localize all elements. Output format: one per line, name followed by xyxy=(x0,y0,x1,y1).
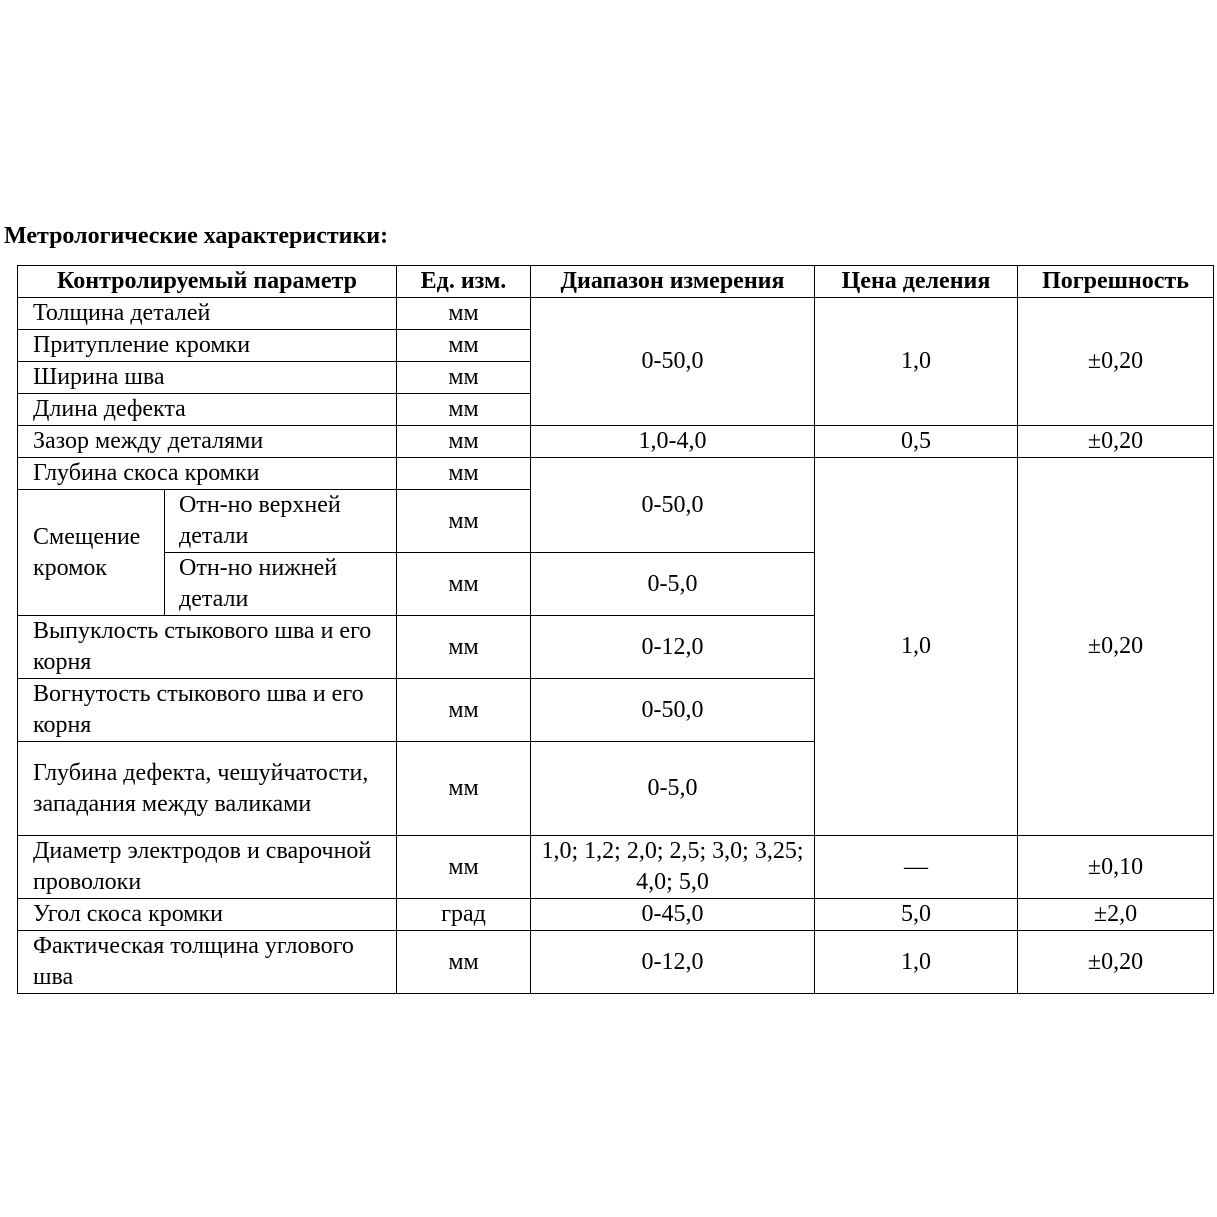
unit-cell: мм xyxy=(397,553,531,616)
table-row xyxy=(18,458,1214,490)
division-cell: — xyxy=(815,836,1018,899)
table-row xyxy=(18,931,1214,994)
error-cell: ±0,20 xyxy=(1018,426,1214,458)
param-cell: Длина дефекта xyxy=(18,394,397,426)
param-cell: Диаметр электродов и сварочной проволоки xyxy=(18,836,397,899)
page-heading: Метрологические характеристики: xyxy=(4,223,389,249)
param-cell: Отн-но нижней детали xyxy=(165,553,397,616)
division-cell: 0,5 xyxy=(815,426,1018,458)
error-cell: ±2,0 xyxy=(1018,899,1214,931)
table-row xyxy=(18,426,1214,458)
param-cell: Глубина дефекта, чешуйчатости, западания между валиками xyxy=(18,742,397,836)
division-cell: 1,0 xyxy=(815,298,1018,426)
param-cell: Притупление кромки xyxy=(18,330,397,362)
header-error: Погрешность xyxy=(1018,266,1214,298)
unit-cell: мм xyxy=(397,298,531,330)
range-cell: 0-12,0 xyxy=(531,616,815,679)
range-cell: 1,0; 1,2; 2,0; 2,5; 3,0; 3,25; 4,0; 5,0 xyxy=(531,836,815,899)
unit-cell: мм xyxy=(397,458,531,490)
error-cell: ±0,20 xyxy=(1018,931,1214,994)
offset-group-cell: Смещение кромок xyxy=(18,490,165,616)
table-row xyxy=(18,836,1214,899)
table-row xyxy=(18,899,1214,931)
table-header-row xyxy=(18,266,1214,298)
unit-cell: мм xyxy=(397,426,531,458)
division-cell: 5,0 xyxy=(815,899,1018,931)
division-cell: 1,0 xyxy=(815,458,1018,836)
range-cell: 1,0-4,0 xyxy=(531,426,815,458)
param-cell: Толщина деталей xyxy=(18,298,397,330)
header-range: Диапазон измерения xyxy=(531,266,815,298)
param-cell: Отн-но верхней детали xyxy=(165,490,397,553)
unit-cell: мм xyxy=(397,679,531,742)
error-cell: ±0,10 xyxy=(1018,836,1214,899)
error-cell: ±0,20 xyxy=(1018,458,1214,836)
param-cell: Вогнутость стыкового шва и его корня xyxy=(18,679,397,742)
range-cell: 0-50,0 xyxy=(531,298,815,426)
division-cell: 1,0 xyxy=(815,931,1018,994)
param-cell: Выпуклость стыкового шва и его корня xyxy=(18,616,397,679)
range-cell: 0-5,0 xyxy=(531,742,815,836)
unit-cell: мм xyxy=(397,836,531,899)
param-cell: Фактическая толщина углового шва xyxy=(18,931,397,994)
param-cell: Ширина шва xyxy=(18,362,397,394)
header-unit: Ед. изм. xyxy=(397,266,531,298)
range-cell: 0-45,0 xyxy=(531,899,815,931)
unit-cell: мм xyxy=(397,616,531,679)
unit-cell: град xyxy=(397,899,531,931)
range-cell: 0-50,0 xyxy=(531,458,815,553)
param-cell: Зазор между деталями xyxy=(18,426,397,458)
range-cell: 0-50,0 xyxy=(531,679,815,742)
unit-cell: мм xyxy=(397,931,531,994)
param-cell: Угол скоса кромки xyxy=(18,899,397,931)
range-cell: 0-5,0 xyxy=(531,553,815,616)
unit-cell: мм xyxy=(397,394,531,426)
header-division: Цена деления xyxy=(815,266,1018,298)
unit-cell: мм xyxy=(397,742,531,836)
unit-cell: мм xyxy=(397,490,531,553)
unit-cell: мм xyxy=(397,362,531,394)
unit-cell: мм xyxy=(397,330,531,362)
header-param: Контролируемый параметр xyxy=(18,266,397,298)
table-row xyxy=(18,298,1214,330)
error-cell: ±0,20 xyxy=(1018,298,1214,426)
param-cell: Глубина скоса кромки xyxy=(18,458,397,490)
range-cell: 0-12,0 xyxy=(531,931,815,994)
metrological-table xyxy=(17,265,1214,994)
